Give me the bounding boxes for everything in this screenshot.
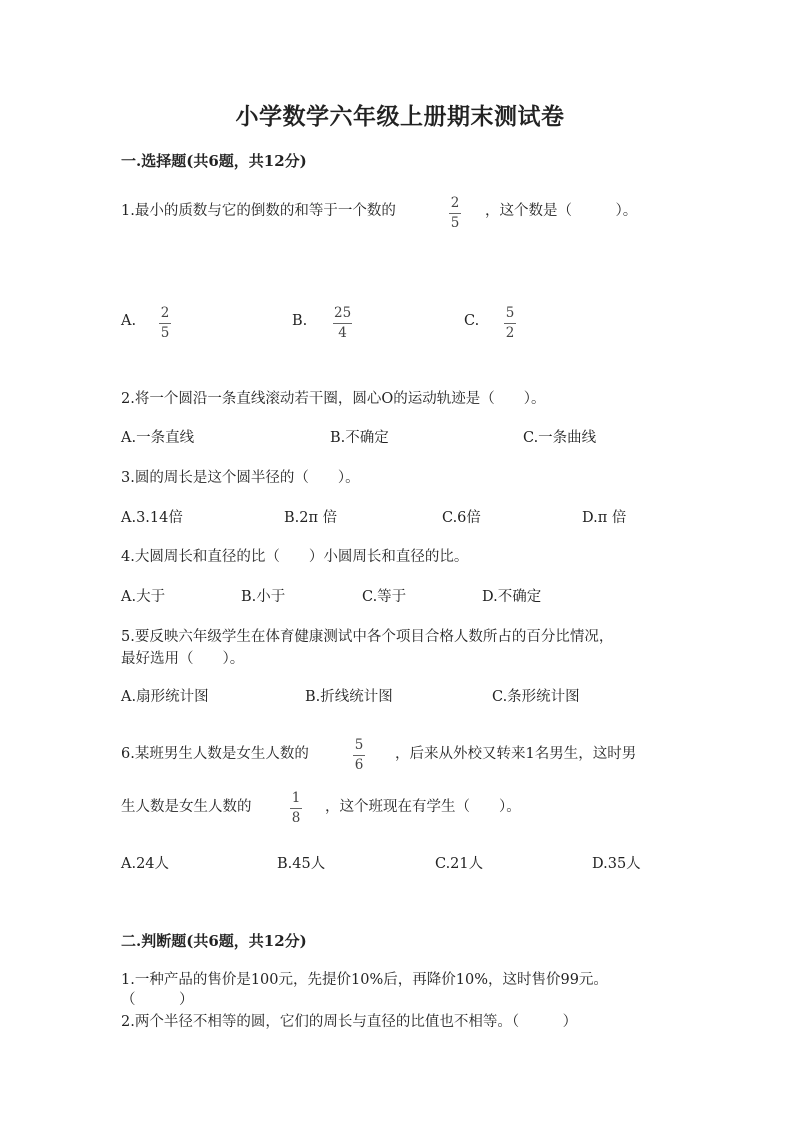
q6-option-a: A.24人 [121, 856, 170, 872]
question-6-text: 6.某班男生人数是女生人数的 [121, 746, 309, 762]
page-title: 小学数学六年级上册期末测试卷 [235, 103, 565, 130]
fraction-denominator: 5 [450, 215, 460, 231]
question-6-fraction-1 [353, 738, 365, 773]
q1-option-b-label: B. [292, 313, 308, 329]
q2-option-c: C.一条曲线 [523, 430, 597, 446]
fraction-numerator: 25 [334, 305, 352, 321]
tf-question-1-line-2: （ ） [121, 992, 194, 1008]
q2-option-a: A.一条直线 [121, 430, 195, 446]
q3-option-d: D.π 倍 [582, 510, 627, 526]
question-3-text: 3.圆的周长是这个圆半径的（ ）。 [121, 470, 360, 486]
q1-option-c-label: C. [464, 313, 480, 329]
question-6-fraction-2 [290, 791, 302, 826]
fraction-bar [290, 808, 302, 809]
q3-option-a: A.3.14倍 [121, 510, 183, 526]
tf-question-1-line-1: 1.一种产品的售价是100元，先提价10%后，再降价10%，这时售价99元。 [121, 972, 608, 988]
q3-option-b: B.2π 倍 [284, 510, 338, 526]
section-heading-true-false: 二.判断题(共6题，共12分) [121, 932, 307, 950]
fraction-bar [353, 755, 365, 756]
fraction-denominator: 4 [338, 325, 347, 341]
question-6-line-2: 生人数是女生人数的 [121, 799, 252, 815]
question-6-mid: ，后来从外校又转来1名男生，这时男 [395, 746, 637, 762]
question-2-text: 2.将一个圆沿一条直线滚动若干圈，圆心O的运动轨迹是（ ）。 [121, 391, 546, 407]
fraction-bar [449, 213, 461, 214]
section-heading-choice: 一.选择题(共6题，共12分) [121, 152, 307, 170]
q5-option-b: B.折线统计图 [305, 689, 393, 705]
tf-question-2: 2.两个半径不相等的圆，它们的周长与直径的比值也不相等。（ ） [121, 1014, 578, 1030]
fraction-bar [159, 323, 171, 324]
q5-option-c: C.条形统计图 [492, 689, 580, 705]
q1-option-a-label: A. [121, 313, 137, 329]
fraction-bar [504, 323, 516, 324]
fraction-denominator: 6 [354, 757, 364, 773]
q6-option-c: C.21人 [435, 856, 484, 872]
fraction-numerator: 5 [354, 737, 364, 753]
fraction-numerator: 1 [291, 790, 301, 806]
q4-option-c: C.等于 [362, 589, 407, 605]
fraction-denominator: 8 [291, 810, 301, 826]
question-5-line-2: 最好选用（ ）。 [121, 651, 245, 667]
q1-option-a-fraction [159, 306, 171, 341]
question-4-text: 4.大圆周长和直径的比（ ）小圆周长和直径的比。 [121, 549, 469, 565]
q4-option-b: B.小于 [241, 589, 286, 605]
q2-option-b: B.不确定 [330, 430, 389, 446]
fraction-numerator: 2 [450, 195, 460, 211]
fraction-denominator: 5 [160, 325, 170, 341]
question-6-suffix: ，这个班现在有学生（ ）。 [325, 799, 521, 815]
fraction-bar [333, 323, 352, 324]
q5-option-a: A.扇形统计图 [121, 689, 209, 705]
q1-option-b-fraction [333, 306, 352, 341]
question-1-fraction [449, 196, 461, 231]
question-1-suffix: ，这个数是（ ）。 [485, 203, 638, 219]
q4-option-d: D.不确定 [482, 589, 542, 605]
q6-option-b: B.45人 [277, 856, 326, 872]
question-1-text: 1.最小的质数与它的倒数的和等于一个数的 [121, 203, 396, 219]
fraction-denominator: 2 [505, 325, 515, 341]
question-5-line-1: 5.要反映六年级学生在体育健康测试中各个项目合格人数所占的百分比情况， [121, 629, 614, 645]
q1-option-c-fraction [504, 306, 516, 341]
q6-option-d: D.35人 [592, 856, 641, 872]
fraction-numerator: 2 [160, 305, 170, 321]
fraction-numerator: 5 [505, 305, 515, 321]
q4-option-a: A.大于 [121, 589, 166, 605]
q3-option-c: C.6倍 [442, 510, 481, 526]
